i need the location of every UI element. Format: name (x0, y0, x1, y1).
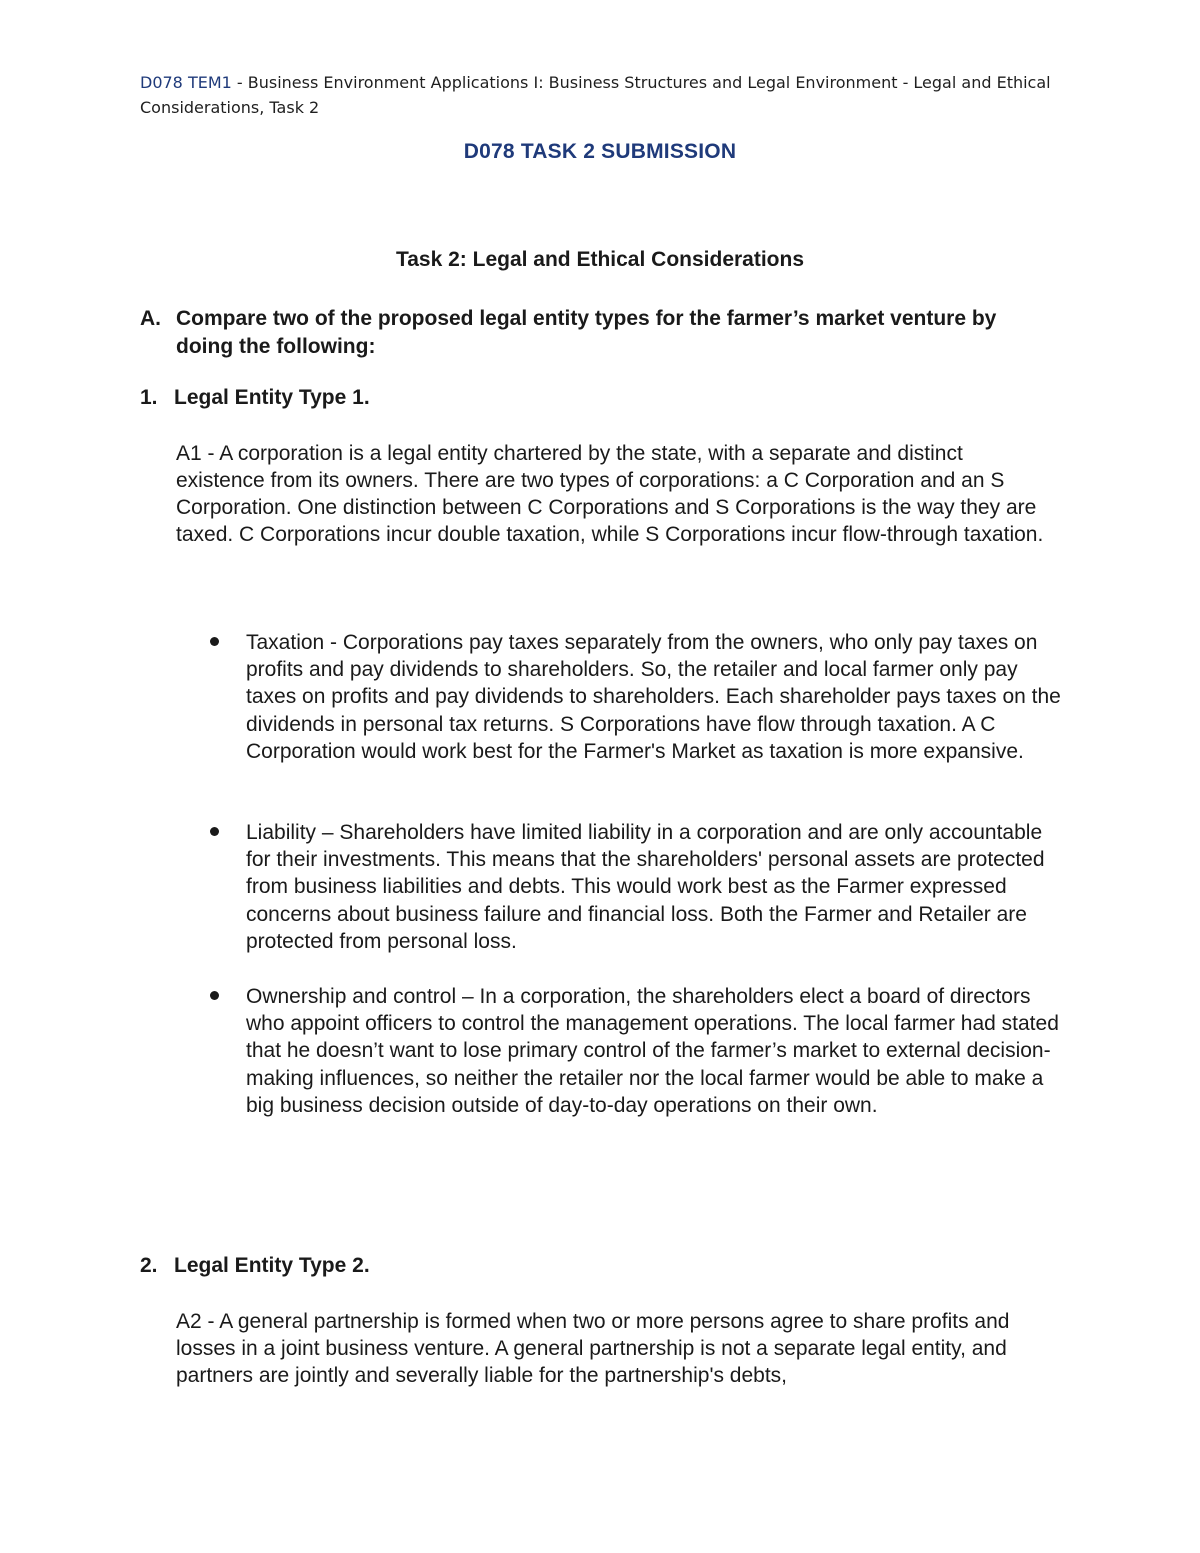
entity-1-heading-text: Legal Entity Type 1. (174, 386, 370, 409)
task-title: Task 2: Legal and Ethical Considerations (395, 248, 805, 271)
document-title: D078 TASK 2 SUBMISSION (463, 140, 737, 163)
entity-2-number: 2. (140, 1254, 158, 1277)
entity-2-heading (140, 1254, 1040, 1278)
bullet-dot-icon (210, 827, 219, 836)
bullet-dot-icon (210, 991, 219, 1000)
bullet-ownership (210, 983, 1070, 1119)
bullet-dot-icon (210, 637, 219, 646)
document-header (140, 70, 1060, 120)
bullet-text: Ownership and control – In a corporation, the shareholders elect a board of directors who appoint officers to control the management operations. The local farmer had stated that he doesn’t want to lose primary control of the farmer’s market to external decision-making influences, so neither the retailer nor the local farmer would be able to make a big business decision outside of day-to-day operations on their own. (246, 985, 1059, 1117)
bullet-liability (210, 819, 1070, 955)
section-letter: A. (140, 307, 161, 330)
bullet-text: Liability – Shareholders have limited liability in a corporation and are only accountable for their investments. This means that the shareholders' personal assets are protected from business liabilities and debts. This would work best as the Farmer expressed concerns about business failure and financial loss. Both the Farmer and Retailer are protected from personal loss. (246, 821, 1045, 953)
header-line2: Considerations, Task 2 (140, 98, 320, 117)
course-code: D078 TEM1 (140, 73, 232, 92)
entity-2-intro: A2 - A general partnership is formed when two or more persons agree to share profits and losses in a joint business venture. A general partnership is not a separate legal entity, and partners are jointly and severally liable for the partnership's debts, (176, 1310, 1010, 1387)
entity-1-intro: A1 - A corporation is a legal entity chartered by the state, with a separate and distinct existence from its owners. There are two types of corporations: a C Corporation and an S Corporation. One distinction between C Corporations and S Corporations is the way they are taxed. C Corporations incur double taxation, while S Corporations incur flow-through taxation. (176, 442, 1044, 546)
entity-1-heading (140, 386, 1040, 410)
section-a-text: Compare two of the proposed legal entity types for the farmer’s market venture by doing the following: (176, 307, 997, 358)
bullet-text: Taxation - Corporations pay taxes separately from the owners, who only pay taxes on profits and pay dividends to shareholders. So, the retailer and local farmer only pay taxes on profits and pay dividends to shareholders. Each shareholder pays taxes on the dividends in personal tax returns. S Corporations have flow through taxation. A C Corporation would work best for the Farmer's Market as taxation is more expansive. (246, 631, 1061, 763)
entity-1-number: 1. (140, 386, 158, 409)
bullet-taxation (210, 629, 1070, 765)
entity-2-heading-text: Legal Entity Type 2. (174, 1254, 370, 1277)
section-a-prompt (140, 305, 1040, 361)
header-line1: - Business Environment Applications I: Business Structures and Legal Environment - Legal and Ethical (231, 73, 1051, 92)
